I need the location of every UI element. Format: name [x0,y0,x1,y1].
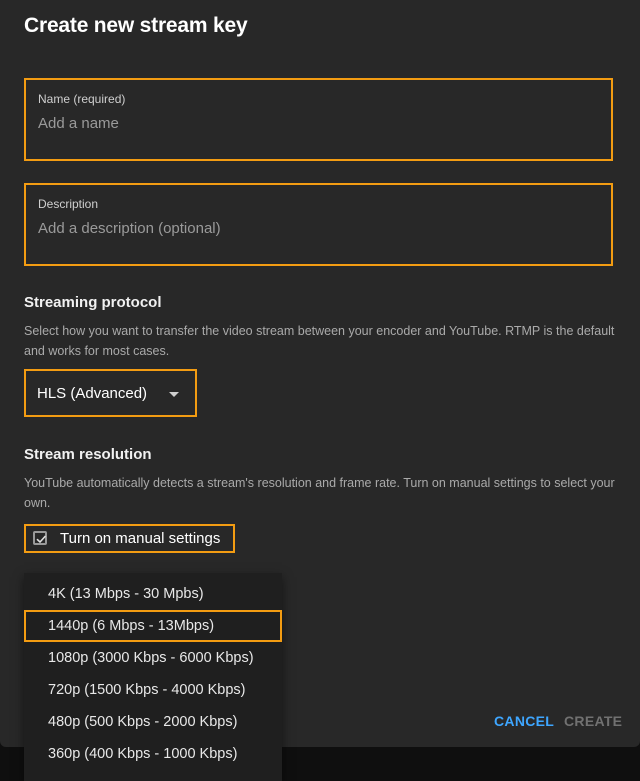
caret-down-icon [169,392,179,397]
manual-settings-label: Turn on manual settings [60,530,221,547]
create-button[interactable]: CREATE [564,713,623,729]
description-field-label: Description [38,197,99,211]
name-field[interactable] [24,78,613,161]
resolution-option-480p[interactable]: 480p (500 Kbps - 2000 Kbps) [48,714,238,730]
resolution-option-4k[interactable]: 4K (13 Mbps - 30 Mpbs) [48,586,204,602]
resolution-dropdown-menu [24,573,282,781]
description-field[interactable] [24,183,613,266]
streaming-protocol-title: Streaming protocol [24,294,162,311]
resolution-option-1440p[interactable]: 1440p (6 Mbps - 13Mbps) [24,610,282,642]
streaming-protocol-description: Select how you want to transfer the video stream between your encoder and YouTube. RTMP is the default and works for most cases. [24,324,615,358]
cancel-button[interactable]: CANCEL [494,713,555,729]
dialog-title: Create new stream key [24,14,248,37]
checkbox-checked-icon[interactable] [33,531,47,545]
name-input[interactable] [38,113,599,133]
description-input[interactable] [38,218,599,238]
stream-resolution-title: Stream resolution [24,446,152,463]
manual-settings-checkbox[interactable] [24,524,235,553]
resolution-option-720p[interactable]: 720p (1500 Kbps - 4000 Kbps) [48,682,246,698]
name-field-label: Name (required) [38,92,126,106]
streaming-protocol-select[interactable] [24,369,197,417]
resolution-option-1080p[interactable]: 1080p (3000 Kbps - 6000 Kbps) [48,650,254,666]
streaming-protocol-value: HLS (Advanced) [37,385,148,402]
stream-resolution-description: YouTube automatically detects a stream's resolution and frame rate. Turn on manual settings to select your own. [24,476,615,510]
resolution-option-360p[interactable]: 360p (400 Kbps - 1000 Kbps) [48,746,238,762]
